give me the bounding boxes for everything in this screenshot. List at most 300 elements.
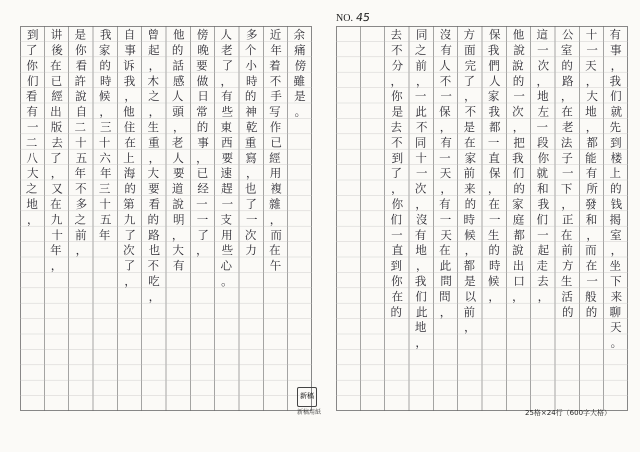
handwritten-char: 楼: [610, 150, 623, 165]
handwritten-char: 的: [196, 120, 209, 135]
handwritten-char: ，: [561, 197, 573, 212]
handwritten-char: 子: [561, 150, 573, 165]
handwritten-char: 聊: [609, 304, 621, 319]
handwritten-char: 吃: [148, 274, 160, 289]
handwritten-char: 直: [391, 243, 404, 258]
handwritten-char: 問: [440, 274, 452, 289]
handwritten-char: 而: [270, 227, 282, 242]
handwritten-char: 完: [464, 58, 477, 73]
handwritten-char: 分: [391, 58, 404, 73]
handwritten-char: 又: [51, 181, 63, 196]
handwritten-char: 保: [439, 104, 451, 119]
handwritten-char: 此: [439, 258, 452, 273]
handwritten-char: 六: [99, 150, 111, 165]
handwritten-char: 在: [439, 243, 451, 258]
handwritten-char: 一: [536, 120, 548, 135]
handwritten-char: 了: [245, 197, 257, 212]
handwritten-char: 在: [488, 197, 500, 212]
handwritten-char: 在: [585, 258, 598, 273]
page-number: [336, 11, 370, 24]
handwritten-char: 有: [26, 104, 38, 119]
handwritten-char: 手: [270, 89, 282, 104]
handwritten-char: 木: [147, 73, 159, 88]
handwritten-char: 小: [245, 58, 257, 73]
handwritten-char: 地: [26, 197, 38, 212]
handwritten-char: 的: [99, 58, 111, 73]
handwritten-char: ，: [50, 166, 63, 181]
handwritten-char: 。: [221, 274, 233, 289]
handwritten-char: 你: [391, 89, 403, 104]
handwritten-char: 直: [488, 150, 500, 165]
handwritten-char: 之: [25, 181, 38, 196]
handwritten-char: 也: [148, 243, 161, 258]
handwritten-char: 乾: [246, 120, 258, 135]
handwritten-char: 事: [197, 135, 209, 150]
handwritten-char: 了: [197, 227, 209, 242]
handwritten-char: 的: [124, 181, 136, 196]
handwritten-char: ，: [585, 120, 598, 135]
handwritten-char: 方: [562, 258, 574, 273]
handwritten-char: 在: [124, 135, 136, 150]
handwritten-char: ，: [415, 335, 427, 350]
handwritten-char: 不: [391, 135, 403, 150]
handwritten-char: 要: [221, 150, 234, 165]
handwritten-char: 自: [75, 104, 88, 119]
handwritten-char: 了: [124, 227, 136, 242]
handwritten-char: ，: [75, 243, 88, 258]
handwritten-char: 钱: [610, 197, 623, 212]
handwritten-char: 着: [269, 58, 281, 73]
handwritten-char: 要: [196, 58, 208, 73]
handwritten-char: 八: [26, 150, 38, 165]
handwritten-char: ，: [512, 289, 524, 304]
handwritten-char: ，: [124, 89, 136, 104]
handwritten-char: ，: [390, 73, 402, 88]
handwritten-char: 是: [464, 274, 476, 289]
handwritten-char: 就: [610, 104, 623, 119]
handwritten-char: 你: [391, 197, 404, 212]
handwritten-char: 東: [220, 120, 232, 135]
handwritten-char: 雜: [269, 197, 281, 212]
handwritten-char: ，: [50, 258, 63, 273]
handwritten-char: 要: [173, 166, 185, 181]
handwritten-char: 一: [562, 166, 574, 181]
handwritten-char: 坐: [609, 258, 621, 273]
handwritten-char: 十: [99, 197, 111, 212]
handwritten-char: 我: [100, 27, 112, 42]
handwritten-char: 有: [440, 43, 452, 58]
handwritten-char: 已: [270, 135, 282, 150]
handwritten-char: 家: [464, 150, 477, 165]
handwritten-char: 在: [50, 197, 62, 212]
handwritten-char: 去: [390, 27, 402, 42]
handwritten-char: 余: [293, 27, 305, 42]
handwritten-char: ，: [586, 227, 598, 242]
handwritten-char: 道: [171, 181, 184, 196]
handwritten-char: 午: [269, 258, 282, 273]
handwritten-char: 重: [244, 135, 257, 150]
handwritten-char: 有: [609, 27, 621, 42]
handwritten-char: 你: [537, 150, 550, 165]
handwritten-char: 一: [513, 89, 525, 104]
handwritten-char: 十: [51, 227, 63, 242]
handwritten-char: 說: [172, 197, 184, 212]
handwritten-char: 候: [487, 274, 500, 289]
handwritten-char: 版: [50, 120, 63, 135]
handwritten-char: 一: [246, 212, 258, 227]
handwritten-char: 心: [220, 258, 232, 273]
handwritten-char: 之: [74, 212, 86, 227]
handwritten-char: 天: [440, 227, 452, 242]
handwritten-char: 我: [609, 73, 621, 88]
handwritten-char: 許: [74, 73, 86, 88]
handwritten-char: 用: [269, 166, 282, 181]
manuscript-grid: [20, 26, 628, 411]
handwritten-char: 公: [562, 27, 574, 42]
handwritten-char: 西: [221, 135, 233, 150]
handwritten-char: 我: [487, 43, 500, 58]
handwritten-char: 傍: [196, 27, 209, 42]
handwritten-char: 家: [98, 43, 111, 58]
handwritten-char: 你: [75, 43, 87, 58]
handwritten-char: 们: [415, 289, 427, 304]
handwritten-char: 感: [173, 73, 185, 88]
handwritten-char: 到: [390, 258, 402, 273]
handwritten-char: 就: [536, 166, 548, 181]
handwritten-char: 已: [196, 166, 209, 181]
handwritten-char: 人: [489, 73, 501, 88]
handwritten-char: 和: [585, 212, 598, 227]
handwritten-char: 時: [463, 212, 475, 227]
handwritten-char: 要: [148, 181, 160, 196]
handwritten-char: 一: [414, 89, 427, 104]
handwritten-char: 一: [391, 227, 403, 242]
handwritten-char: 做: [196, 73, 209, 88]
handwritten-char: 左: [537, 104, 550, 119]
handwritten-char: 一: [586, 274, 598, 289]
handwritten-char: 路: [562, 73, 574, 88]
handwritten-char: 神: [245, 104, 257, 119]
handwritten-char: 的: [513, 181, 525, 196]
handwritten-char: 一: [439, 150, 451, 165]
handwritten-char: 次: [537, 58, 550, 73]
handwritten-char: 痛: [294, 43, 306, 58]
handwritten-char: 些: [221, 104, 234, 119]
handwritten-char: 他: [512, 27, 525, 42]
handwritten-char: 候: [464, 227, 476, 242]
handwritten-char: 寫: [245, 150, 257, 165]
handwritten-char: 日: [197, 89, 209, 104]
handwritten-char: ，: [512, 120, 525, 135]
handwritten-char: 近: [269, 27, 282, 42]
handwritten-char: 問: [439, 289, 451, 304]
handwritten-char: 有: [221, 89, 233, 104]
handwritten-char: 看: [148, 197, 161, 212]
handwritten-char: 了: [463, 73, 475, 88]
handwritten-char: 經: [269, 150, 281, 165]
handwritten-char: 在: [464, 135, 476, 150]
handwritten-char: 活: [561, 289, 573, 304]
handwritten-char: 看: [75, 58, 88, 73]
handwritten-char: ，: [391, 181, 403, 196]
handwritten-char: 是: [74, 27, 86, 42]
handwritten-char: 九: [50, 212, 63, 227]
handwritten-char: 大: [147, 166, 159, 181]
handwritten-char: 常: [196, 104, 208, 119]
handwritten-char: 庭: [512, 212, 525, 227]
handwritten-char: 上: [609, 166, 621, 181]
handwritten-char: 生: [487, 227, 500, 242]
handwritten-char: 後: [51, 43, 63, 58]
handwritten-char: 一: [537, 43, 549, 58]
handwritten-char: 他: [123, 104, 135, 119]
handwritten-char: 的: [512, 73, 525, 88]
handwritten-char: 般: [585, 289, 597, 304]
handwritten-char: 的: [585, 304, 598, 319]
handwritten-char: 生: [147, 120, 159, 135]
handwritten-char: 个: [244, 43, 257, 58]
handwritten-char: 所: [586, 181, 598, 196]
handwritten-char: 法: [560, 135, 573, 150]
handwritten-char: 也: [244, 181, 257, 196]
handwritten-char: 老: [562, 120, 574, 135]
handwritten-char: 出: [50, 104, 62, 119]
handwritten-char: 们: [512, 166, 525, 181]
handwritten-char: 一: [196, 212, 209, 227]
handwritten-char: 不: [147, 258, 159, 273]
handwritten-char: 去: [390, 120, 402, 135]
handwritten-char: 正: [562, 212, 574, 227]
handwritten-char: 起: [537, 243, 550, 258]
handwritten-char: 的: [244, 89, 257, 104]
handwritten-char: 人: [172, 150, 184, 165]
handwritten-char: 有: [440, 135, 452, 150]
handwritten-char: 時: [246, 73, 258, 88]
handwritten-char: ，: [415, 197, 427, 212]
handwritten-char: 的: [390, 304, 402, 319]
handwritten-char: 在: [269, 243, 281, 258]
left-grid: [20, 26, 312, 411]
handwritten-char: ，: [171, 227, 184, 242]
handwritten-char: 同: [416, 27, 428, 42]
handwritten-char: 下: [560, 181, 573, 196]
handwritten-char: 說: [512, 243, 524, 258]
handwritten-char: 年: [74, 166, 86, 181]
handwritten-char: 頭: [172, 104, 184, 119]
handwritten-char: 家: [487, 89, 500, 104]
handwritten-char: ，: [246, 166, 258, 181]
handwritten-char: 了: [25, 43, 38, 58]
handwritten-char: 走: [536, 258, 548, 273]
handwritten-char: 。: [610, 335, 623, 350]
handwritten-char: 都: [513, 227, 525, 242]
handwritten-char: ，: [610, 243, 623, 258]
handwritten-char: 些: [221, 243, 234, 258]
handwritten-char: 面: [464, 43, 476, 58]
handwritten-char: 到: [391, 150, 404, 165]
handwritten-char: 不: [416, 120, 428, 135]
handwritten-char: 揭: [609, 212, 621, 227]
handwritten-char: 支: [220, 212, 232, 227]
handwritten-char: 們: [488, 58, 500, 73]
handwritten-char: 写: [269, 104, 281, 119]
handwritten-char: 一: [439, 212, 452, 227]
handwritten-char: 此: [415, 104, 427, 119]
handwritten-char: 發: [585, 197, 597, 212]
handwritten-char: 们: [536, 212, 548, 227]
handwritten-char: 都: [489, 120, 501, 135]
handwritten-char: ，: [124, 274, 136, 289]
handwritten-char: 一: [440, 89, 452, 104]
handwritten-char: 到: [610, 135, 622, 150]
publisher-stamp: 新稿: [297, 387, 317, 407]
handwritten-char: ，: [416, 258, 428, 273]
handwritten-char: 不: [464, 104, 477, 119]
handwritten-char: 有: [414, 227, 427, 242]
handwritten-char: 之: [148, 89, 160, 104]
handwritten-char: 年: [50, 243, 62, 258]
handwritten-char: 事: [610, 43, 622, 58]
handwritten-char: 已: [50, 73, 63, 88]
handwritten-char: 一: [196, 197, 208, 212]
handwritten-char: 口: [513, 274, 525, 289]
handwritten-char: ，: [439, 120, 452, 135]
handwritten-char: 十: [585, 27, 598, 42]
handwritten-char: 候: [98, 89, 111, 104]
handwritten-char: 速: [220, 166, 232, 181]
handwritten-char: 都: [463, 258, 475, 273]
handwritten-char: 的: [464, 197, 477, 212]
handwritten-char: 有: [585, 166, 598, 181]
left-grid-lines: [20, 26, 312, 411]
handwritten-char: 大: [586, 89, 598, 104]
handwritten-char: 說: [513, 43, 525, 58]
handwritten-char: 第: [123, 197, 135, 212]
handwritten-char: 前: [463, 166, 475, 181]
handwritten-char: 室: [610, 227, 622, 242]
handwritten-char: ，: [196, 150, 208, 165]
right-grid: [336, 26, 628, 411]
handwritten-char: ，: [439, 304, 452, 319]
handwritten-char: 的: [171, 43, 184, 58]
handwritten-char: ，: [488, 289, 500, 304]
handwritten-char: 明: [173, 212, 185, 227]
handwritten-char: ，: [269, 212, 282, 227]
handwritten-char: 们: [390, 212, 402, 227]
handwritten-char: 了: [390, 166, 402, 181]
handwritten-char: 晚: [197, 43, 209, 58]
handwritten-char: 起: [148, 43, 160, 58]
handwritten-char: 来: [610, 289, 623, 304]
handwritten-char: ，: [585, 73, 598, 88]
handwritten-char: 们: [610, 89, 622, 104]
handwritten-char: 家: [512, 197, 524, 212]
handwritten-char: 是: [294, 89, 306, 104]
handwritten-char: 說: [75, 89, 87, 104]
handwritten-char: 不: [391, 43, 403, 58]
handwritten-char: 大: [27, 166, 39, 181]
handwritten-char: 能: [585, 150, 597, 165]
handwritten-char: 天: [585, 58, 597, 73]
handwritten-char: 一: [489, 212, 501, 227]
handwritten-char: ，: [220, 73, 232, 88]
handwritten-char: 人: [439, 58, 451, 73]
handwritten-char: 的: [561, 58, 573, 73]
handwritten-char: 同: [414, 135, 427, 150]
handwritten-char: ，: [610, 58, 623, 73]
handwritten-char: 時: [489, 258, 501, 273]
handwritten-char: ，: [99, 104, 111, 119]
handwritten-char: 多: [246, 27, 258, 42]
handwritten-char: 的: [147, 212, 159, 227]
handwritten-char: 诉: [123, 58, 135, 73]
handwritten-char: 是: [391, 104, 404, 119]
handwritten-char: 時: [100, 73, 112, 88]
handwritten-char: 看: [25, 89, 38, 104]
handwritten-char: 雖: [293, 73, 305, 88]
handwritten-char: 次: [414, 181, 427, 196]
publisher-stamp-label: 新稿用紙: [297, 409, 322, 416]
handwritten-char: 在: [50, 58, 62, 73]
handwritten-char: 多: [75, 197, 88, 212]
handwritten-char: 自: [123, 27, 136, 42]
handwritten-char: 我: [512, 150, 524, 165]
handwritten-char: 一: [586, 43, 598, 58]
handwritten-char: 来: [464, 181, 476, 196]
page-number-value: 45: [355, 11, 371, 24]
handwritten-char: ，: [560, 89, 573, 104]
handwritten-char: 複: [270, 181, 282, 196]
handwritten-char: 我: [414, 274, 427, 289]
handwritten-char: ，: [464, 243, 477, 258]
handwritten-char: 趕: [221, 181, 233, 196]
handwritten-char: 這: [536, 27, 548, 42]
handwritten-char: 上: [123, 150, 135, 165]
handwritten-char: 。: [294, 104, 307, 119]
handwritten-char: 次: [123, 243, 135, 258]
right-grid-lines: [336, 26, 628, 411]
handwritten-char: 了: [123, 258, 136, 273]
handwritten-char: 話: [172, 58, 184, 73]
handwritten-char: 你: [26, 58, 38, 73]
handwritten-char: 我: [488, 104, 500, 119]
handwritten-char: 年: [270, 43, 282, 58]
handwritten-char: 了: [50, 150, 62, 165]
handwritten-char: 事: [124, 43, 136, 58]
handwritten-char: 用: [221, 227, 233, 242]
handwritten-char: 十: [98, 135, 111, 150]
handwritten-char: ，: [464, 320, 476, 335]
handwritten-char: 前: [561, 243, 573, 258]
handwritten-char: 住: [123, 120, 136, 135]
handwritten-char: ，: [196, 243, 208, 258]
handwritten-char: 傍: [294, 58, 307, 73]
handwritten-char: 十: [75, 135, 87, 150]
handwritten-char: 讲: [50, 27, 63, 42]
handwritten-char: 不: [269, 73, 282, 88]
handwritten-char: 前: [415, 58, 427, 73]
handwritten-char: ，: [148, 289, 161, 304]
handwritten-char: ，: [464, 89, 476, 104]
handwritten-char: 次: [244, 227, 257, 242]
handwritten-char: 二: [74, 120, 86, 135]
handwritten-char: 經: [51, 89, 63, 104]
handwritten-char: 不: [75, 181, 87, 196]
handwritten-char: 地: [414, 320, 427, 335]
handwritten-char: 把: [513, 135, 525, 150]
handwritten-char: 的: [562, 304, 574, 319]
handwritten-char: 室: [560, 43, 573, 58]
